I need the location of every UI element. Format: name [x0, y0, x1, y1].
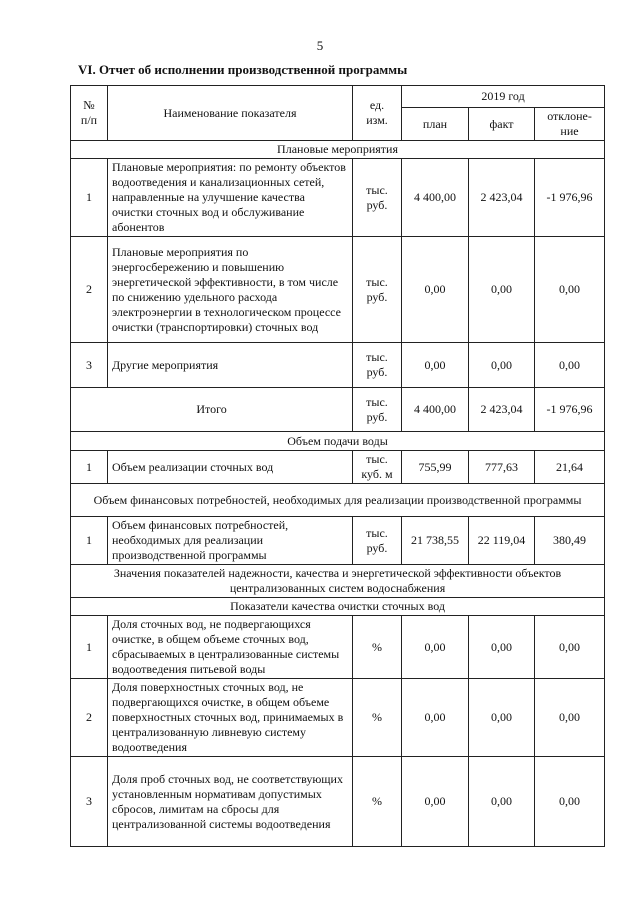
row-unit: тыс. руб.: [353, 159, 402, 237]
header-num: № п/п: [71, 86, 108, 141]
total-unit: тыс. руб.: [353, 388, 402, 432]
row-num: 1: [71, 616, 108, 679]
row-plan: 755,99: [402, 451, 469, 484]
table-row: [71, 451, 605, 484]
row-fact: 2 423,04: [469, 159, 535, 237]
table-row: [71, 237, 605, 343]
row-name: Другие мероприятия: [108, 343, 353, 388]
section-row: [71, 432, 605, 451]
header-deviation: отклоне- ние: [535, 108, 605, 141]
row-name: Доля проб сточных вод, не соответствующих установленным нормативам допустимых сбросов, лимитам на сбросы для централизованной системы водоотведения: [108, 757, 353, 847]
page-title: VI. Отчет об исполнении производственной программы: [78, 62, 408, 77]
table-row: [71, 757, 605, 847]
total-deviation: -1 976,96: [535, 388, 605, 432]
row-deviation: 0,00: [535, 237, 605, 343]
row-name: Плановые мероприятия по энергосбережению и повышению энергетической эффективности, в том числе по снижению удельного расхода электроэнергии в технологическом процессе очистки (транспортировки) сточных вод: [108, 237, 353, 343]
table-row: [71, 679, 605, 757]
row-fact: 0,00: [469, 757, 535, 847]
row-num: 1: [71, 159, 108, 237]
row-fact: 0,00: [469, 616, 535, 679]
total-label: Итого: [71, 388, 353, 432]
section-row: [71, 484, 605, 517]
table-row: [71, 517, 605, 565]
row-unit: %: [353, 679, 402, 757]
header-fact: факт: [469, 108, 535, 141]
row-unit: тыс. руб.: [353, 343, 402, 388]
section-row: [71, 141, 605, 159]
row-num: 1: [71, 451, 108, 484]
row-num: 2: [71, 679, 108, 757]
row-unit: тыс. руб.: [353, 237, 402, 343]
table-row: [71, 616, 605, 679]
header-plan: план: [402, 108, 469, 141]
header-unit: ед. изм.: [353, 86, 402, 141]
row-fact: 777,63: [469, 451, 535, 484]
row-deviation: 21,64: [535, 451, 605, 484]
section-quality: Показатели качества очистки сточных вод: [71, 598, 605, 616]
row-deviation: 0,00: [535, 616, 605, 679]
row-fact: 0,00: [469, 679, 535, 757]
section-row: [71, 598, 605, 616]
header-year: 2019 год: [402, 86, 605, 108]
row-num: 3: [71, 757, 108, 847]
section-finance: Объем финансовых потребностей, необходимых для реализации производственной программы: [71, 484, 605, 517]
row-deviation: 0,00: [535, 679, 605, 757]
section-planned: Плановые мероприятия: [71, 141, 605, 159]
row-plan: 21 738,55: [402, 517, 469, 565]
row-plan: 0,00: [402, 237, 469, 343]
total-plan: 4 400,00: [402, 388, 469, 432]
row-name: Плановые мероприятия: по ремонту объектов водоотведения и канализационных сетей, направленные на улучшение качества очистки сточных вод и обслуживание абонентов: [108, 159, 353, 237]
row-deviation: 0,00: [535, 757, 605, 847]
row-deviation: 380,49: [535, 517, 605, 565]
row-plan: 4 400,00: [402, 159, 469, 237]
row-deviation: 0,00: [535, 343, 605, 388]
row-unit: тыс. куб. м: [353, 451, 402, 484]
row-num: 3: [71, 343, 108, 388]
row-num: 1: [71, 517, 108, 565]
row-fact: 0,00: [469, 343, 535, 388]
total-fact: 2 423,04: [469, 388, 535, 432]
row-unit: %: [353, 616, 402, 679]
row-name: Доля сточных вод, не подвергающихся очистке, в общем объеме сточных вод, сбрасываемых в централизованные системы водоотведения питьевой воды: [108, 616, 353, 679]
row-name: Объем реализации сточных вод: [108, 451, 353, 484]
page-number: 5: [316, 38, 324, 53]
row-plan: 0,00: [402, 616, 469, 679]
total-row: [71, 388, 605, 432]
row-unit: %: [353, 757, 402, 847]
row-name: Доля поверхностных сточных вод, не подвергающихся очистке, в общем объеме поверхностных сточных вод, принимаемых в централизованную ливневую систему водоотведения: [108, 679, 353, 757]
row-num: 2: [71, 237, 108, 343]
row-name: Объем финансовых потребностей, необходимых для реализации производственной программы: [108, 517, 353, 565]
section-reliability: Значения показателей надежности, качества и энергетической эффективности объектов централизованных систем водоснабжения: [71, 565, 605, 598]
row-plan: 0,00: [402, 343, 469, 388]
row-unit: тыс. руб.: [353, 517, 402, 565]
report-table: [70, 85, 605, 847]
row-plan: 0,00: [402, 757, 469, 847]
row-fact: 22 119,04: [469, 517, 535, 565]
row-deviation: -1 976,96: [535, 159, 605, 237]
table-header-row: [71, 86, 605, 108]
header-name: Наименование показателя: [108, 86, 353, 141]
section-row: [71, 565, 605, 598]
table-row: [71, 343, 605, 388]
table-row: [71, 159, 605, 237]
row-plan: 0,00: [402, 679, 469, 757]
section-volume: Объем подачи воды: [71, 432, 605, 451]
row-fact: 0,00: [469, 237, 535, 343]
